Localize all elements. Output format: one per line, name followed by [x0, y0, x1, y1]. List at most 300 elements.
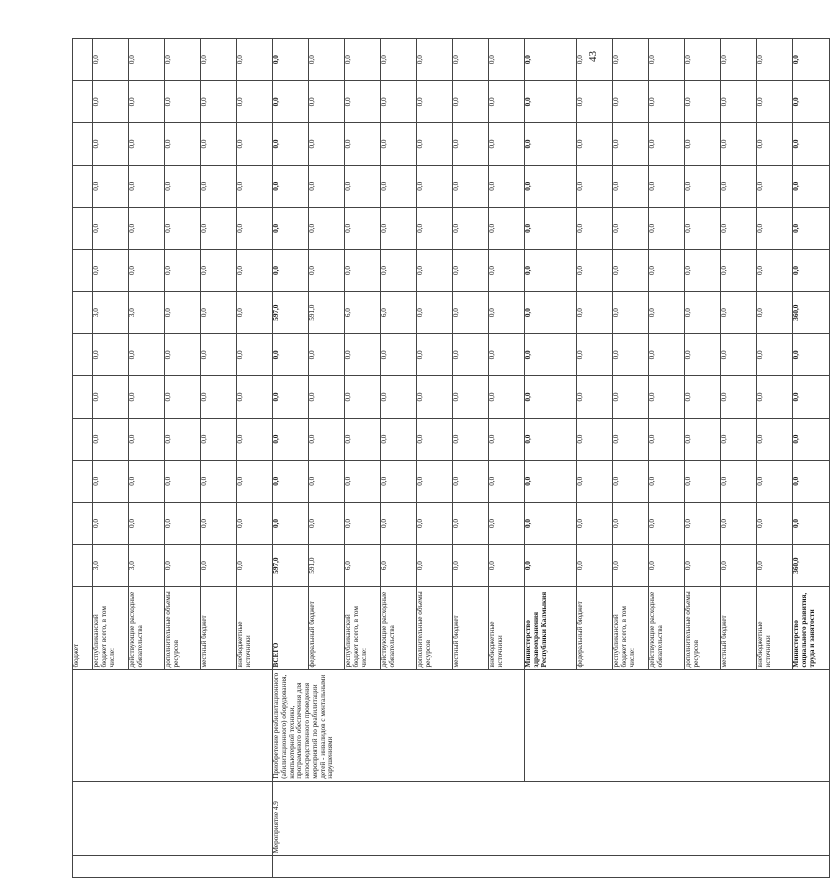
amount-cell: 0,0 — [129, 249, 165, 291]
amount-cell: 0,0 — [345, 39, 381, 81]
amount-cell: 0,0 — [273, 81, 309, 123]
funding-source: республиканский бюджет всего, в том числе: — [345, 587, 381, 670]
amount-cell — [73, 81, 93, 123]
amount-cell: 0,0 — [489, 81, 525, 123]
amount-cell: 0,0 — [309, 249, 345, 291]
amount-cell: 360,0 — [793, 545, 830, 587]
amount-cell: 0,0 — [381, 334, 417, 376]
amount-cell: 0,0 — [417, 81, 453, 123]
amount-cell: 0,0 — [757, 123, 793, 165]
amount-cell: 0,0 — [201, 249, 237, 291]
amount-cell: 0,0 — [685, 39, 721, 81]
amount-cell: 0,0 — [309, 81, 345, 123]
amount-cell: 0,0 — [649, 334, 685, 376]
funding-source: республиканский бюджет всего, в том числе: — [613, 587, 649, 670]
amount-cell: 0,0 — [309, 376, 345, 418]
amount-cell: 0,0 — [613, 502, 649, 544]
funding-source: бюджет — [73, 587, 93, 670]
amount-cell: 0,0 — [129, 207, 165, 249]
amount-cell: 0,0 — [453, 249, 489, 291]
amount-cell: 0,0 — [577, 165, 613, 207]
amount-cell — [73, 249, 93, 291]
amount-cell: 0,0 — [577, 502, 613, 544]
amount-cell — [73, 165, 93, 207]
amount-cell: 0,0 — [381, 207, 417, 249]
amount-cell — [73, 460, 93, 502]
amount-cell: 0,0 — [273, 418, 309, 460]
amount-cell: 0,0 — [489, 123, 525, 165]
funding-source: Министерство здравоохранения Республики Калмыкия — [525, 587, 577, 670]
amount-cell: 0,0 — [165, 165, 201, 207]
amount-cell: 0,0 — [237, 81, 273, 123]
amount-cell: 0,0 — [417, 502, 453, 544]
amount-cell: 0,0 — [201, 334, 237, 376]
amount-cell: 0,0 — [793, 123, 830, 165]
amount-cell: 0,0 — [381, 165, 417, 207]
amount-cell: 0,0 — [489, 249, 525, 291]
amount-cell: 0,0 — [309, 502, 345, 544]
amount-cell: 0,0 — [165, 418, 201, 460]
amount-cell: 0,0 — [685, 418, 721, 460]
amount-cell: 0,0 — [345, 165, 381, 207]
amount-cell: 0,0 — [577, 207, 613, 249]
amount-cell: 0,0 — [685, 165, 721, 207]
amount-cell: 0,0 — [525, 292, 577, 334]
amount-cell: 0,0 — [165, 502, 201, 544]
amount-cell: 0,0 — [793, 249, 830, 291]
amount-cell — [73, 418, 93, 460]
amount-cell: 0,0 — [417, 292, 453, 334]
amount-cell: 0,0 — [453, 292, 489, 334]
amount-cell: 0,0 — [613, 418, 649, 460]
amount-cell: 0,0 — [721, 249, 757, 291]
amount-cell: 0,0 — [489, 376, 525, 418]
amount-cell: 0,0 — [793, 334, 830, 376]
amount-cell: 0,0 — [649, 207, 685, 249]
amount-cell: 0,0 — [273, 376, 309, 418]
amount-cell: 0,0 — [721, 418, 757, 460]
amount-cell: 0,0 — [309, 418, 345, 460]
funding-source: внебюджетные источники — [489, 587, 525, 670]
amount-cell: 0,0 — [237, 165, 273, 207]
amount-cell: 0,0 — [793, 460, 830, 502]
amount-cell: 360,0 — [793, 292, 830, 334]
amount-cell: 0,0 — [237, 292, 273, 334]
amount-cell: 0,0 — [613, 39, 649, 81]
amount-cell: 6,0 — [345, 545, 381, 587]
amount-cell: 0,0 — [721, 123, 757, 165]
amount-cell: 0,0 — [685, 292, 721, 334]
amount-cell: 0,0 — [453, 165, 489, 207]
amount-cell: 0,0 — [165, 376, 201, 418]
funding-source: республиканский бюджет всего, в том числе: — [93, 587, 129, 670]
amount-cell: 0,0 — [165, 123, 201, 165]
amount-cell: 0,0 — [273, 123, 309, 165]
amount-cell: 0,0 — [577, 249, 613, 291]
funding-source: федеральный бюджет — [309, 587, 345, 670]
amount-cell: 0,0 — [525, 81, 577, 123]
amount-cell: 0,0 — [685, 249, 721, 291]
amount-cell: 0,0 — [649, 165, 685, 207]
amount-cell: 0,0 — [793, 81, 830, 123]
amount-cell: 0,0 — [237, 460, 273, 502]
amount-cell: 0,0 — [757, 418, 793, 460]
amount-cell: 0,0 — [417, 334, 453, 376]
amount-cell: 0,0 — [577, 545, 613, 587]
amount-cell: 0,0 — [757, 292, 793, 334]
amount-cell: 0,0 — [165, 545, 201, 587]
amount-cell: 0,0 — [649, 292, 685, 334]
amount-cell — [73, 207, 93, 249]
amount-cell: 0,0 — [345, 502, 381, 544]
amount-cell: 6,0 — [345, 292, 381, 334]
amount-cell: 0,0 — [417, 249, 453, 291]
amount-cell: 0,0 — [381, 460, 417, 502]
amount-cell: 0,0 — [489, 39, 525, 81]
amount-cell: 0,0 — [453, 81, 489, 123]
amount-cell: 0,0 — [129, 418, 165, 460]
amount-cell: 0,0 — [793, 207, 830, 249]
amount-cell: 0,0 — [577, 123, 613, 165]
amount-cell: 0,0 — [613, 376, 649, 418]
amount-cell: 0,0 — [237, 502, 273, 544]
amount-cell: 0,0 — [93, 165, 129, 207]
amount-cell: 0,0 — [201, 207, 237, 249]
amount-cell: 0,0 — [129, 39, 165, 81]
amount-cell — [73, 502, 93, 544]
amount-cell: 0,0 — [685, 123, 721, 165]
amount-cell: 591,0 — [309, 545, 345, 587]
amount-cell: 0,0 — [649, 81, 685, 123]
amount-cell: 0,0 — [525, 460, 577, 502]
measure-code: Мероприятие 4.9 — [273, 781, 830, 856]
amount-cell: 0,0 — [165, 81, 201, 123]
amount-cell: 0,0 — [453, 460, 489, 502]
amount-cell: 0,0 — [453, 39, 489, 81]
amount-cell: 0,0 — [417, 165, 453, 207]
amount-cell: 0,0 — [201, 39, 237, 81]
amount-cell: 0,0 — [237, 545, 273, 587]
table-row — [273, 39, 309, 878]
amount-cell: 0,0 — [237, 376, 273, 418]
amount-cell: 0,0 — [525, 207, 577, 249]
amount-cell: 0,0 — [381, 502, 417, 544]
amount-cell: 0,0 — [201, 292, 237, 334]
amount-cell: 0,0 — [309, 39, 345, 81]
funding-source: местный бюджет — [721, 587, 757, 670]
amount-cell: 0,0 — [381, 249, 417, 291]
amount-cell: 0,0 — [201, 460, 237, 502]
amount-cell: 0,0 — [757, 502, 793, 544]
amount-cell: 0,0 — [613, 81, 649, 123]
amount-cell: 0,0 — [165, 207, 201, 249]
amount-cell: 0,0 — [613, 249, 649, 291]
amount-cell: 0,0 — [129, 376, 165, 418]
amount-cell: 0,0 — [685, 460, 721, 502]
amount-cell: 0,0 — [309, 460, 345, 502]
amount-cell: 0,0 — [721, 292, 757, 334]
amount-cell: 0,0 — [93, 81, 129, 123]
amount-cell: 0,0 — [525, 334, 577, 376]
amount-cell: 0,0 — [201, 123, 237, 165]
amount-cell: 0,0 — [417, 123, 453, 165]
amount-cell — [73, 39, 93, 81]
amount-cell: 0,0 — [721, 81, 757, 123]
amount-cell: 0,0 — [685, 545, 721, 587]
amount-cell: 0,0 — [685, 334, 721, 376]
amount-cell: 0,0 — [721, 545, 757, 587]
funding-source: местный бюджет — [453, 587, 489, 670]
amount-cell: 0,0 — [165, 334, 201, 376]
amount-cell: 0,0 — [165, 39, 201, 81]
amount-cell: 0,0 — [525, 165, 577, 207]
amount-cell: 0,0 — [129, 460, 165, 502]
amount-cell: 0,0 — [757, 207, 793, 249]
amount-cell: 0,0 — [613, 545, 649, 587]
amount-cell: 6,0 — [381, 545, 417, 587]
amount-cell: 0,0 — [381, 123, 417, 165]
amount-cell: 0,0 — [757, 165, 793, 207]
amount-cell: 0,0 — [685, 81, 721, 123]
amount-cell: 0,0 — [273, 165, 309, 207]
amount-cell: 0,0 — [757, 545, 793, 587]
funding-source: действующие расходные обязательства — [381, 587, 417, 670]
amount-cell: 0,0 — [757, 249, 793, 291]
funding-source: местный бюджет — [201, 587, 237, 670]
amount-cell: 0,0 — [201, 165, 237, 207]
amount-cell: 0,0 — [93, 249, 129, 291]
amount-cell: 0,0 — [453, 376, 489, 418]
amount-cell: 0,0 — [489, 292, 525, 334]
amount-cell: 0,0 — [129, 165, 165, 207]
amount-cell: 0,0 — [381, 39, 417, 81]
amount-cell: 0,0 — [613, 460, 649, 502]
amount-cell: 0,0 — [129, 123, 165, 165]
amount-cell: 0,0 — [613, 207, 649, 249]
amount-cell: 0,0 — [721, 460, 757, 502]
amount-cell: 0,0 — [273, 39, 309, 81]
amount-cell: 3,0 — [129, 545, 165, 587]
amount-cell — [73, 292, 93, 334]
amount-cell: 597,0 — [273, 545, 309, 587]
amount-cell: 0,0 — [345, 207, 381, 249]
rotated-page — [72, 38, 816, 878]
amount-cell: 0,0 — [577, 418, 613, 460]
page-number: 43 — [587, 51, 599, 62]
amount-cell: 0,0 — [649, 39, 685, 81]
amount-cell: 0,0 — [613, 334, 649, 376]
amount-cell: 0,0 — [525, 123, 577, 165]
funding-source: действующие расходные обязательства — [129, 587, 165, 670]
amount-cell: 0,0 — [237, 334, 273, 376]
amount-cell: 0,0 — [309, 165, 345, 207]
amount-cell: 0,0 — [757, 376, 793, 418]
amount-cell: 0,0 — [525, 502, 577, 544]
amount-cell: 0,0 — [793, 165, 830, 207]
amount-cell: 0,0 — [201, 545, 237, 587]
funding-source: федеральный бюджет — [577, 587, 613, 670]
amount-cell: 0,0 — [345, 123, 381, 165]
amount-cell: 0,0 — [93, 376, 129, 418]
amount-cell: 0,0 — [577, 81, 613, 123]
funding-source: внебюджетные источники — [237, 587, 273, 670]
amount-cell: 0,0 — [613, 165, 649, 207]
amount-cell: 0,0 — [201, 376, 237, 418]
amount-cell: 0,0 — [577, 292, 613, 334]
table-row — [73, 39, 93, 878]
amount-cell: 0,0 — [417, 39, 453, 81]
amount-cell: 0,0 — [201, 81, 237, 123]
amount-cell: 0,0 — [345, 376, 381, 418]
amount-cell: 0,0 — [489, 207, 525, 249]
amount-cell: 0,0 — [273, 502, 309, 544]
amount-cell: 0,0 — [381, 81, 417, 123]
amount-cell: 0,0 — [93, 334, 129, 376]
amount-cell: 0,0 — [417, 376, 453, 418]
funding-source: внебюджетные источники — [757, 587, 793, 670]
table-row — [525, 39, 577, 878]
amount-cell — [73, 123, 93, 165]
amount-cell: 0,0 — [237, 418, 273, 460]
amount-cell: 0,0 — [345, 460, 381, 502]
amount-cell: 0,0 — [721, 165, 757, 207]
amount-cell: 597,0 — [273, 292, 309, 334]
amount-cell: 0,0 — [381, 376, 417, 418]
amount-cell: 3,0 — [93, 292, 129, 334]
amount-cell: 0,0 — [345, 249, 381, 291]
amount-cell: 0,0 — [417, 207, 453, 249]
amount-cell: 0,0 — [93, 460, 129, 502]
amount-cell: 0,0 — [93, 207, 129, 249]
amount-cell: 0,0 — [417, 418, 453, 460]
measure-description-cell — [73, 670, 273, 781]
amount-cell: 0,0 — [685, 207, 721, 249]
funding-source: Министерство социального развития, труда и занятости — [793, 587, 830, 670]
amount-cell: 0,0 — [685, 376, 721, 418]
amount-cell: 0,0 — [309, 334, 345, 376]
amount-cell: 0,0 — [417, 545, 453, 587]
amount-cell: 0,0 — [757, 81, 793, 123]
amount-cell: 0,0 — [489, 502, 525, 544]
amount-cell: 0,0 — [309, 123, 345, 165]
measure-description-cell — [525, 670, 830, 781]
amount-cell: 0,0 — [757, 334, 793, 376]
amount-cell: 0,0 — [649, 376, 685, 418]
amount-cell: 0,0 — [525, 249, 577, 291]
amount-cell: 0,0 — [453, 545, 489, 587]
amount-cell: 0,0 — [793, 502, 830, 544]
amount-cell: 0,0 — [721, 502, 757, 544]
amount-cell: 0,0 — [489, 334, 525, 376]
amount-cell: 0,0 — [721, 376, 757, 418]
amount-cell: 0,0 — [129, 334, 165, 376]
amount-cell: 591,0 — [309, 292, 345, 334]
amount-cell — [73, 545, 93, 587]
funding-source: дополнительные объемы ресурсов — [417, 587, 453, 670]
amount-cell: 0,0 — [525, 376, 577, 418]
amount-cell: 0,0 — [453, 418, 489, 460]
amount-cell: 0,0 — [309, 207, 345, 249]
funding-source: действующие расходные обязательства — [649, 587, 685, 670]
amount-cell: 0,0 — [453, 502, 489, 544]
amount-cell: 0,0 — [237, 249, 273, 291]
amount-cell: 0,0 — [453, 123, 489, 165]
amount-cell: 0,0 — [381, 418, 417, 460]
amount-cell: 0,0 — [757, 460, 793, 502]
funding-table — [72, 38, 830, 878]
amount-cell: 0,0 — [489, 545, 525, 587]
amount-cell — [73, 334, 93, 376]
amount-cell: 0,0 — [273, 460, 309, 502]
amount-cell: 0,0 — [453, 334, 489, 376]
amount-cell: 0,0 — [649, 460, 685, 502]
amount-cell — [73, 376, 93, 418]
amount-cell: 0,0 — [649, 545, 685, 587]
amount-cell: 3,0 — [93, 545, 129, 587]
amount-cell: 0,0 — [577, 39, 613, 81]
left-margin-cell — [273, 856, 830, 878]
amount-cell: 0,0 — [93, 418, 129, 460]
funding-source: дополнительные объемы ресурсов — [165, 587, 201, 670]
amount-cell: 0,0 — [273, 334, 309, 376]
measure-description: Приобретение реабилитационного (абилитационного) оборудования, компьютерной техники, программного обеспечения для непосредственного проведения мероприятий по реабилитации детей - инвалидов с ментальными нарушениями — [273, 670, 525, 781]
amount-cell: 0,0 — [453, 207, 489, 249]
amount-cell: 0,0 — [345, 334, 381, 376]
amount-cell: 0,0 — [129, 502, 165, 544]
amount-cell: 0,0 — [165, 292, 201, 334]
amount-cell: 0,0 — [649, 502, 685, 544]
amount-cell: 0,0 — [649, 123, 685, 165]
amount-cell: 0,0 — [93, 502, 129, 544]
amount-cell: 0,0 — [201, 418, 237, 460]
amount-cell: 0,0 — [793, 418, 830, 460]
amount-cell: 0,0 — [165, 249, 201, 291]
amount-cell: 3,0 — [129, 292, 165, 334]
amount-cell: 0,0 — [649, 418, 685, 460]
funding-source: дополнительные объемы ресурсов — [685, 587, 721, 670]
amount-cell: 0,0 — [417, 460, 453, 502]
funding-source: ВСЕГО — [273, 587, 309, 670]
amount-cell: 0,0 — [757, 39, 793, 81]
amount-cell: 0,0 — [577, 460, 613, 502]
amount-cell: 0,0 — [93, 39, 129, 81]
amount-cell: 0,0 — [793, 376, 830, 418]
amount-cell: 0,0 — [577, 376, 613, 418]
amount-cell: 0,0 — [613, 123, 649, 165]
amount-cell: 6,0 — [381, 292, 417, 334]
amount-cell: 0,0 — [685, 502, 721, 544]
measure-code-cell — [73, 781, 273, 856]
amount-cell: 0,0 — [613, 292, 649, 334]
amount-cell: 0,0 — [649, 249, 685, 291]
amount-cell: 0,0 — [793, 39, 830, 81]
amount-cell: 0,0 — [721, 207, 757, 249]
amount-cell: 0,0 — [237, 123, 273, 165]
amount-cell: 0,0 — [237, 207, 273, 249]
amount-cell: 0,0 — [165, 460, 201, 502]
amount-cell: 0,0 — [201, 502, 237, 544]
amount-cell: 0,0 — [577, 334, 613, 376]
amount-cell: 0,0 — [345, 418, 381, 460]
amount-cell: 0,0 — [489, 418, 525, 460]
amount-cell: 0,0 — [489, 460, 525, 502]
left-margin-cell — [73, 856, 273, 878]
amount-cell: 0,0 — [721, 39, 757, 81]
amount-cell: 0,0 — [129, 81, 165, 123]
amount-cell: 0,0 — [237, 39, 273, 81]
amount-cell: 0,0 — [525, 418, 577, 460]
amount-cell: 0,0 — [345, 81, 381, 123]
